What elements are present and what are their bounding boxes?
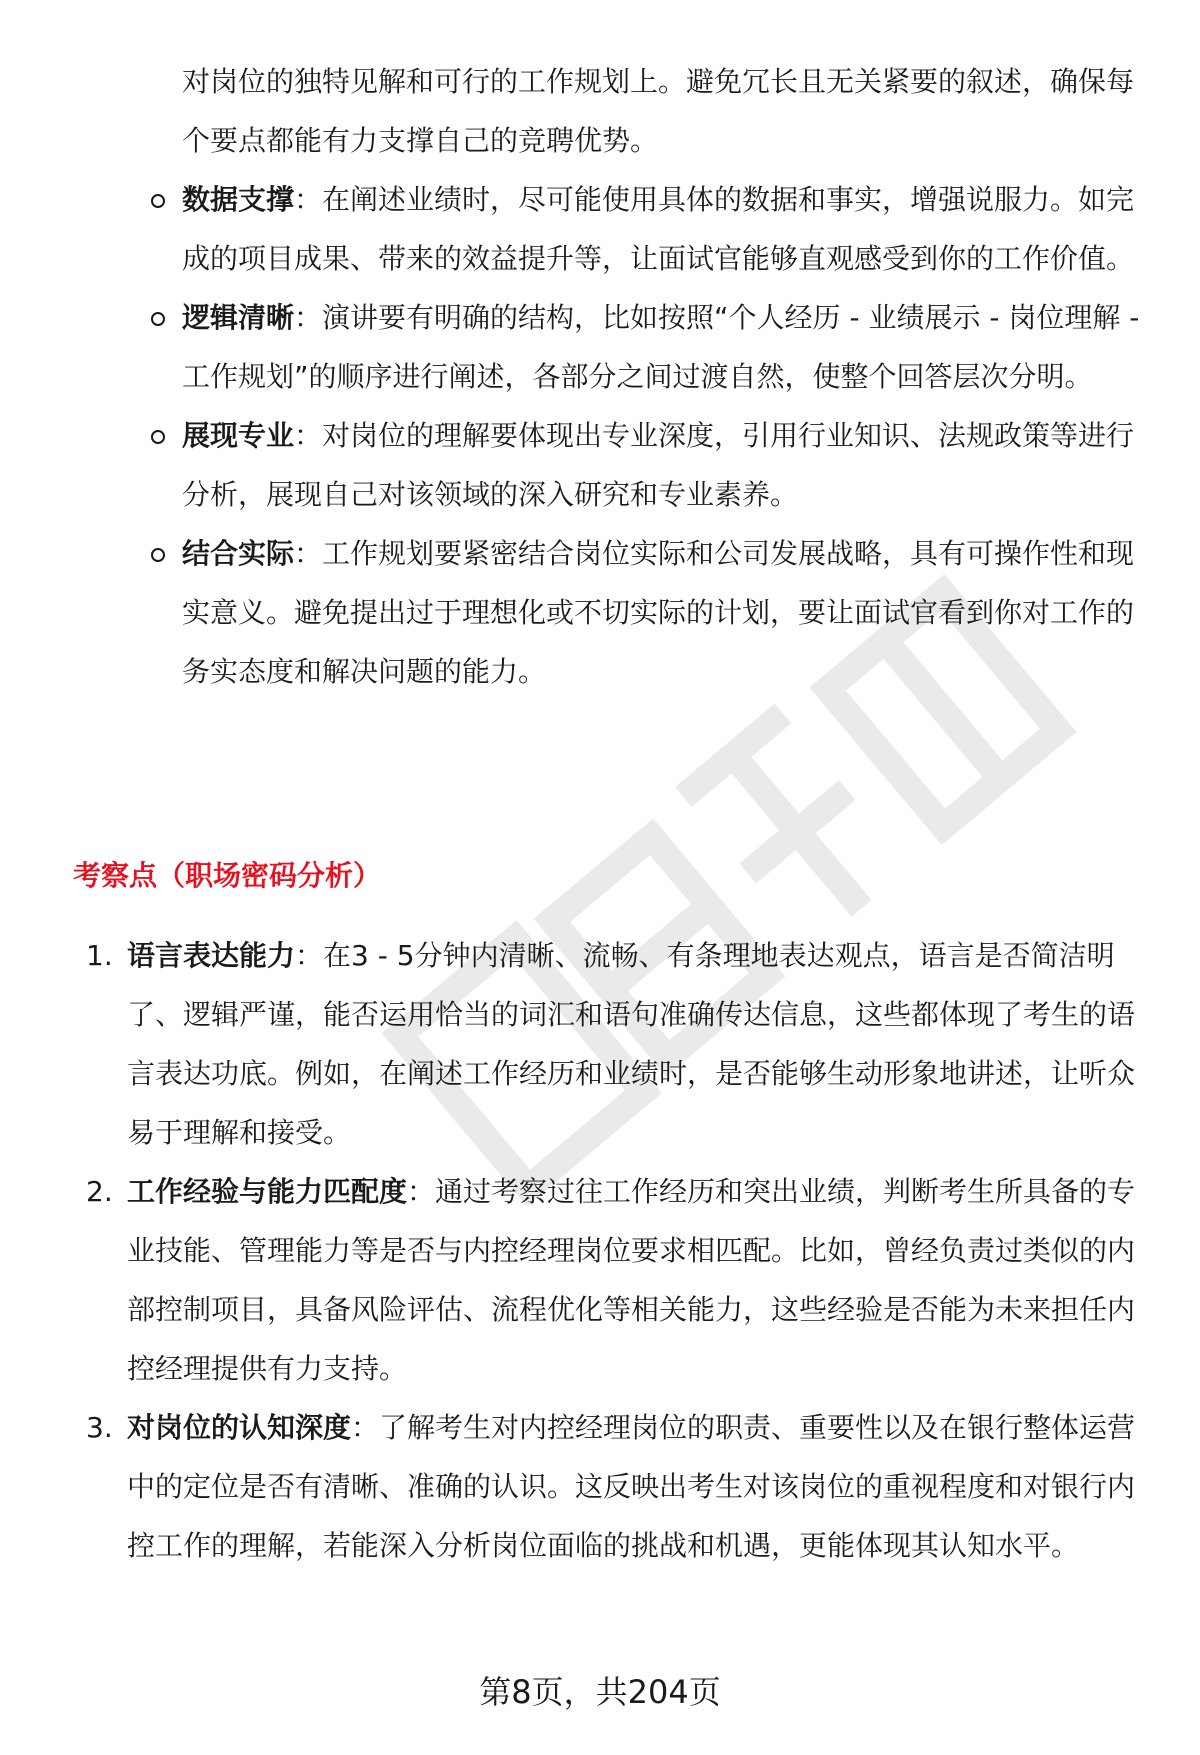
list-item bbox=[72, 1162, 1147, 1398]
tip-separator: ： bbox=[294, 183, 323, 216]
tip-title: 逻辑清晰 bbox=[182, 301, 295, 334]
list-item bbox=[72, 926, 1147, 1162]
list-item bbox=[147, 406, 1142, 524]
tip-body: 演讲要有明确的结构，比如按照“个人经历 - 业绩展示 - 岗位理解 - 工作规划”的顺序进行阐述，各部分之间过渡自然，使整个回答层次分明。 bbox=[182, 301, 1140, 393]
point-separator: ： bbox=[407, 1175, 436, 1208]
section-heading: 考察点（职场密码分析） bbox=[73, 859, 382, 892]
list-item bbox=[147, 288, 1142, 406]
tip-title: 结合实际 bbox=[182, 537, 295, 570]
tips-list bbox=[147, 170, 1142, 701]
point-body: 在3 - 5分钟内清晰、流畅、有条理地表达观点，语言是否简洁明了、逻辑严谨，能否运用恰当的词汇和语句准确传达信息，这些都体现了考生的语言表达功底。例如，在阐述工作经历和业绩时，是否能够生动形象地讲述，让听众易于理解和接受。 bbox=[127, 939, 1136, 1149]
point-title: 对岗位的认知深度 bbox=[127, 1411, 352, 1444]
page-number-footer: 第8页，共204页 bbox=[479, 1673, 721, 1711]
list-item bbox=[72, 1398, 1147, 1575]
continuation-paragraph: 对岗位的独特见解和可行的工作规划上。避免冗长且无关紧要的叙述，确保每个要点都能有力支撑自己的竞聘优势。 bbox=[182, 65, 1135, 157]
tip-body: 对岗位的理解要体现出专业深度，引用行业知识、法规政策等进行分析，展现自己对该领域的深入研究和专业素养。 bbox=[182, 419, 1135, 511]
tip-title: 展现专业 bbox=[182, 419, 295, 452]
point-separator: ： bbox=[351, 1411, 380, 1444]
list-item bbox=[147, 170, 1142, 288]
item-number: 3. bbox=[86, 1411, 113, 1444]
point-separator: ： bbox=[295, 939, 324, 972]
tip-separator: ： bbox=[294, 537, 323, 570]
tip-separator: ： bbox=[294, 301, 323, 334]
hollow-bullet-icon bbox=[151, 194, 165, 208]
point-body: 通过考察过往工作经历和突出业绩，判断考生所具备的专业技能、管理能力等是否与内控经理岗位要求相匹配。比如，曾经负责过类似的内部控制项目，具备风险评估、流程优化等相关能力，这些经验是否能为未来担任内控经理提供有力支持。 bbox=[127, 1175, 1136, 1385]
tip-body: 在阐述业绩时，尽可能使用具体的数据和事实，增强说服力。如完成的项目成果、带来的效益提升等，让面试官能够直观感受到你的工作价值。 bbox=[182, 183, 1135, 275]
tip-body: 工作规划要紧密结合岗位实际和公司发展战略，具有可操作性和现实意义。避免提出过于理想化或不切实际的计划，要让面试官看到你对工作的务实态度和解决问题的能力。 bbox=[182, 537, 1135, 688]
item-number: 2. bbox=[86, 1175, 113, 1208]
point-title: 语言表达能力 bbox=[127, 939, 296, 972]
point-title: 工作经验与能力匹配度 bbox=[127, 1175, 408, 1208]
list-item bbox=[147, 524, 1142, 701]
point-body: 了解考生对内控经理岗位的职责、重要性以及在银行整体运营中的定位是否有清晰、准确的认识。这反映出考生对该岗位的重视程度和对银行内控工作的理解，若能深入分析岗位面临的挑战和机遇，更能体现其认知水平。 bbox=[127, 1411, 1136, 1562]
hollow-bullet-icon bbox=[151, 430, 165, 444]
item-number: 1. bbox=[86, 939, 113, 972]
hollow-bullet-icon bbox=[151, 312, 165, 326]
evaluation-points-list bbox=[72, 926, 1147, 1575]
tip-separator: ： bbox=[294, 419, 323, 452]
hollow-bullet-icon bbox=[151, 548, 165, 562]
tip-title: 数据支撑 bbox=[182, 183, 295, 216]
watermark-stroke bbox=[683, 713, 911, 950]
